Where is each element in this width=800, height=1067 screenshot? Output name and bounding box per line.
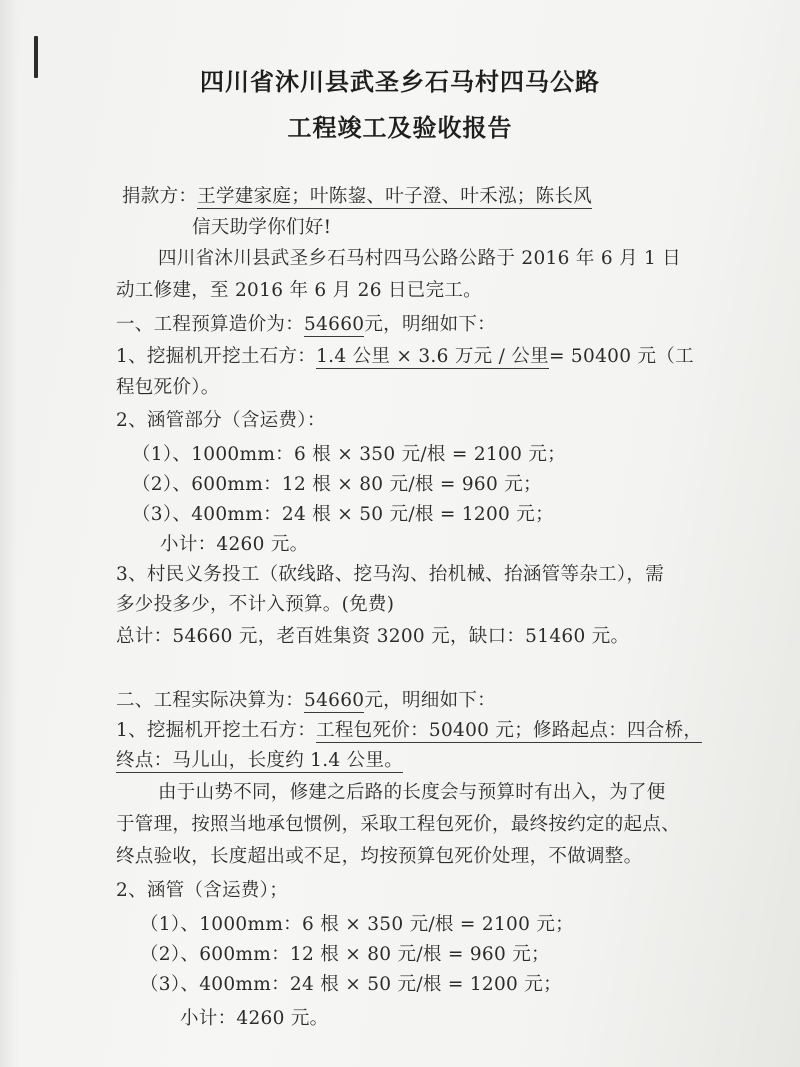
budget-heading-suffix: 元，明细如下： [364,314,496,335]
report-title-line1: 四川省沐川县武圣乡石马村四马公路 [200,68,600,96]
actual-pipe-1: （1）、1000mm：6 根 × 350 元/根 = 2100 元； [140,914,574,935]
actual-pipe-2: （2）、600mm：12 根 × 80 元/根 = 960 元； [140,944,550,965]
actual-item-1-prefix: 1、挖掘机开挖土石方： [116,720,317,741]
actual-item-1-detail: 工程包死价：50400 元；修路起点：四合桥， [316,720,703,741]
donor-label: 捐款方： [122,186,198,207]
budget-pipe-2: （2）、600mm：12 根 × 80 元/根 = 960 元； [132,474,542,495]
budget-item-1-prefix: 1、挖掘机开挖土石方： [116,346,317,367]
actual-item-1-endpoint: 终点：马儿山，长度约 1.4 公里。 [116,750,404,771]
actual-subtotal: 小计：4260 元。 [180,1008,329,1029]
page-shadow [0,0,18,1067]
budget-total: 54660 [304,314,365,335]
budget-pipe-1: （1）、1000mm：6 根 × 350 元/根 = 2100 元； [132,444,566,465]
budget-item-1-calc: 1.4 公里 × 3.6 万元 / 公里 [316,346,549,367]
budget-heading-prefix: 一、工程预算造价为： [116,314,305,335]
budget-item-2-heading: 2、涵管部分（含运费）： [116,410,326,431]
actual-total: 54660 [304,690,365,711]
intro-line-1: 四川省沐川县武圣乡石马村四马公路公路于 2016 年 6 月 1 日 [158,248,682,269]
actual-heading-prefix: 二、工程实际决算为： [116,690,305,711]
actual-heading [116,686,496,712]
actual-item-1 [116,716,702,742]
budget-summary: 总计：54660 元，老百姓集资 3200 元，缺口：51460 元。 [116,626,630,647]
budget-heading [116,310,496,336]
donor-names: 王学建家庭；叶陈鋆、叶子澄、叶禾泓；陈长风 [197,186,593,207]
budget-item-1-suffix: = 50400 元（工 [548,346,694,367]
budget-subtotal: 小计：4260 元。 [160,534,309,555]
actual-note-3: 终点验收，长度超出或不足，均按预算包死价处理，不做调整。 [116,846,643,867]
budget-item-3-line1: 3、村民义务投工（砍线路、挖马沟、抬机械、抬涵管等杂工），需 [116,564,665,585]
actual-note-2: 于管理，按照当地承包惯例，采取工程包死价，最终按约定的起点、 [116,814,681,835]
budget-item-1-cont: 程包死价）。 [116,377,220,398]
actual-item-2-heading: 2、涵管（含运费）； [116,880,289,901]
intro-line-2: 动工修建，至 2016 年 6 月 26 日已完工。 [116,280,482,301]
report-title-line2: 工程竣工及验收报告 [287,114,513,142]
actual-pipe-3: （3）、400mm：24 根 × 50 元/根 = 1200 元； [140,974,562,995]
actual-heading-suffix: 元，明细如下： [364,690,496,711]
actual-item-1-cont [116,746,403,772]
budget-item-3-line2: 多少投多少，不计入预算。(免费) [116,594,395,615]
budget-item-1 [116,342,694,368]
actual-note-1: 由于山势不同，修建之后路的长度会与预算时有出入，为了便 [158,782,666,803]
donor-line [122,182,592,208]
budget-pipe-3: （3）、400mm：24 根 × 50 元/根 = 1200 元； [132,504,554,525]
greeting: 信天助学你们好! [192,217,332,238]
